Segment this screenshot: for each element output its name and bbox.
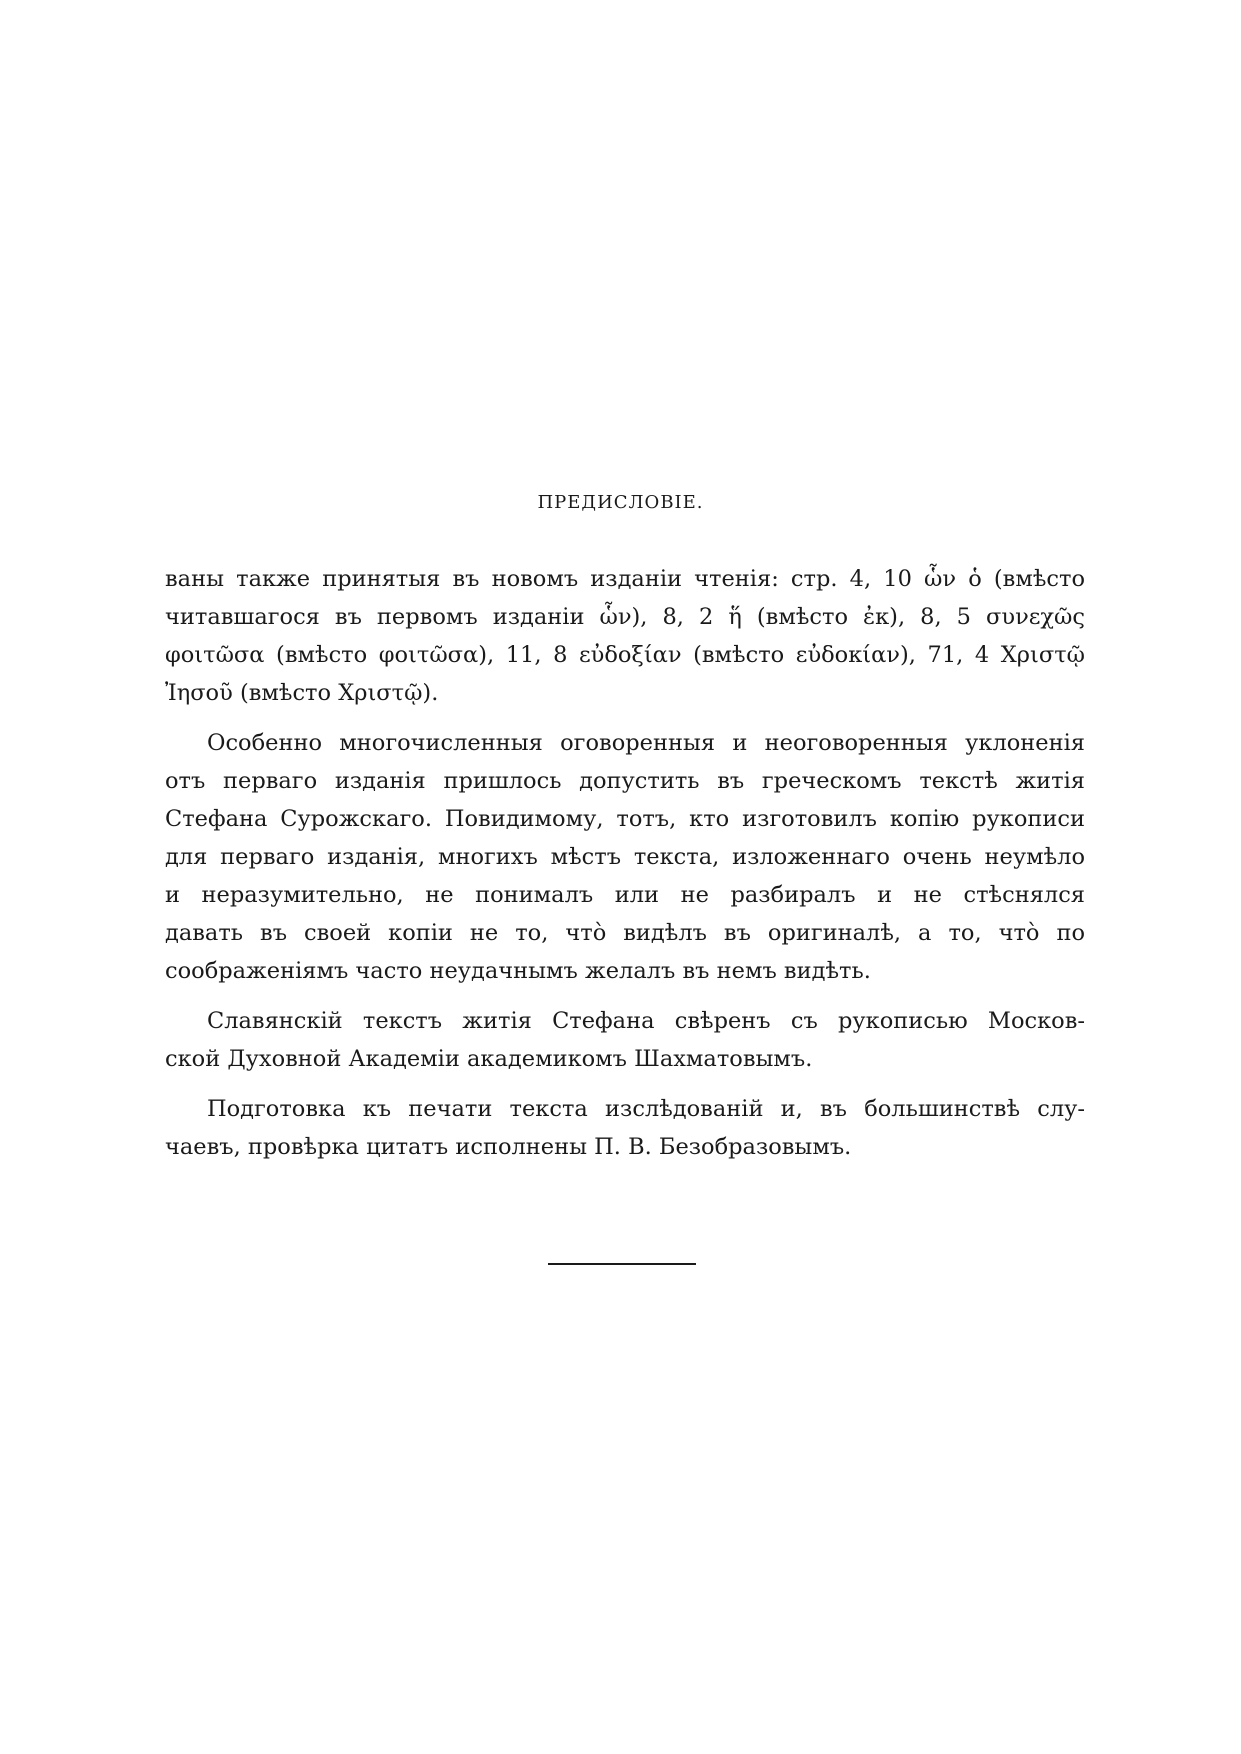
text-line: Славянскій текстъ житія Стефана свѣренъ съ рукописью Москов- xyxy=(207,1008,1085,1034)
paragraph-1 xyxy=(165,560,1085,712)
page-title: ПРЕДИСЛОВІЕ. xyxy=(537,492,704,513)
text-line: Подготовка къ печати текста изслѣдованій и, въ большинствѣ слу- xyxy=(207,1096,1085,1122)
text-line: читавшагося въ первомъ изданіи ὧν), 8, 2 ἥ (вмѣсто ἐκ), 8, 5 συνεχῶς xyxy=(165,604,1085,630)
paragraph-2 xyxy=(165,724,1085,990)
text-line: φοιτῶσα (вмѣсто φοιτῶσα), 11, 8 εὐδοξίαν (вмѣсто εὐδοκίαν), 71, 4 Χριστῷ xyxy=(165,642,1085,668)
text-line: Особенно многочисленныя оговоренныя и неоговоренныя уклоненія xyxy=(207,730,1085,756)
text-line: отъ перваго изданія пришлось допустить въ греческомъ текстѣ житія xyxy=(165,768,1085,794)
text-line: ской Духовной Академіи академикомъ Шахматовымъ. xyxy=(165,1046,813,1072)
text-line: давать въ своей копіи не то, что̀ видѣлъ въ оригиналѣ, а то, что̀ по xyxy=(165,920,1085,946)
text-line: соображеніямъ часто неудачнымъ желалъ въ немъ видѣть. xyxy=(165,958,871,984)
text-line: чаевъ, провѣрка цитатъ исполнены П. В. Безобразовымъ. xyxy=(165,1134,852,1160)
text-line: и неразумительно, не понималъ или не разбиралъ и не стѣснялся xyxy=(165,882,1085,908)
end-rule-divider xyxy=(548,1263,696,1265)
text-line: Ἰησοῦ (вмѣсто Χριστῷ). xyxy=(165,680,439,706)
text-line: ваны также принятыя въ новомъ изданіи чтенія: стр. 4, 10 ὧν ὁ (вмѣсто xyxy=(165,566,1085,592)
body-text xyxy=(165,560,1085,1166)
paragraph-3 xyxy=(165,1002,1085,1078)
text-line: Стефана Сурожскаго. Повидимому, тотъ, кто изготовилъ копію рукописи xyxy=(165,806,1085,832)
text-line: для перваго изданія, многихъ мѣстъ текста, изложеннаго очень неумѣло xyxy=(165,844,1085,870)
paragraph-4 xyxy=(165,1090,1085,1166)
